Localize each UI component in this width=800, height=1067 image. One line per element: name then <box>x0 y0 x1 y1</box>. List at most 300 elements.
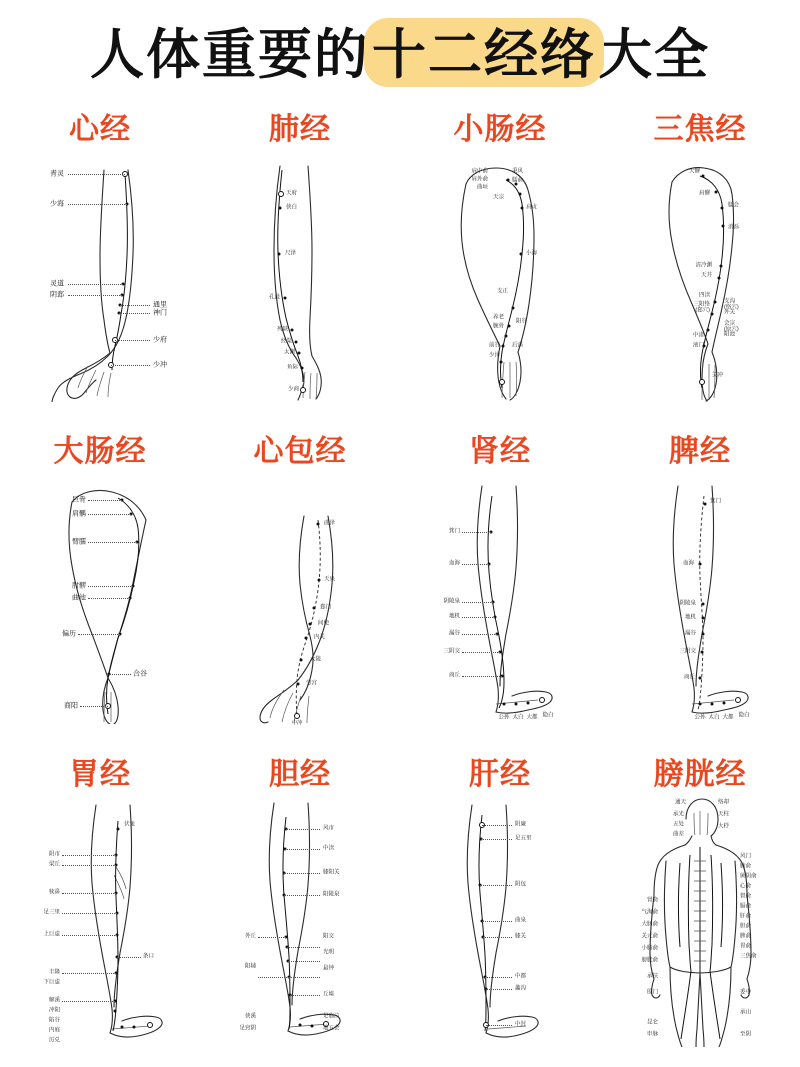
acupoint-dot[interactable] <box>284 297 287 300</box>
leader-line <box>78 634 120 635</box>
acupoint-label: 膀胱俞 <box>641 956 658 963</box>
leader-line <box>482 825 512 826</box>
leader-line <box>481 839 512 840</box>
acupoint-dot[interactable] <box>278 191 284 197</box>
acupoint-label: 太白 <box>512 714 524 721</box>
leader-line <box>462 602 493 603</box>
acupoint-dot[interactable] <box>711 703 714 706</box>
panel-title: 心包经 <box>253 435 347 469</box>
acupoint-dot[interactable] <box>723 702 726 705</box>
acupoint-label: 外丘 <box>244 932 256 939</box>
acupoint-label: 膝阳关 <box>323 868 340 875</box>
acupoint-dot[interactable] <box>294 713 300 719</box>
leader-line <box>290 995 320 996</box>
acupoint-label: 肘髎 <box>72 582 86 590</box>
acupoint-dot[interactable] <box>317 523 320 526</box>
panel-title: 胆经 <box>269 757 331 791</box>
acupoint-label: 承山 <box>740 1008 752 1015</box>
acupoint-dot[interactable] <box>512 307 515 310</box>
acupoint-label: 承扶 <box>646 972 658 979</box>
leader-line <box>284 895 320 896</box>
acupoint-label: 足临泣 <box>323 1012 340 1019</box>
acupoint-label: 阳谷 <box>516 318 528 325</box>
leader-line <box>88 500 122 501</box>
acupoint-dot[interactable] <box>505 335 508 338</box>
acupoint-label: 太渊 <box>283 349 295 356</box>
leader-line <box>117 957 141 958</box>
panel-stomach-meridian <box>0 745 200 1067</box>
acupoint-label: 三阴交 <box>679 648 696 655</box>
acupoint-label: 肩外俞 <box>471 176 488 183</box>
acupoint-dot[interactable] <box>278 253 281 256</box>
panel-title: 膀胱经 <box>653 757 747 791</box>
acupoint-dot[interactable] <box>720 265 723 268</box>
acupoint-label: 神门 <box>153 309 167 317</box>
acupoint-label: 昆仑 <box>646 1018 658 1025</box>
acupoint-label: 阴市 <box>48 850 60 857</box>
acupoint-label: 孔最 <box>268 294 280 301</box>
leader-line <box>68 174 125 175</box>
lung-meridian-figure <box>200 150 400 402</box>
acupoint-dot[interactable] <box>309 623 312 626</box>
acupoint-label: 公孙 <box>694 714 706 721</box>
acupoint-label: 天髎 <box>688 168 700 175</box>
panel-liver-meridian <box>400 745 600 1067</box>
leader-line <box>462 564 489 565</box>
acupoint-label: 三阳络 <box>693 301 710 308</box>
title-highlight: 十二经络 <box>370 12 598 89</box>
acupoint-label: 通天 <box>674 798 686 805</box>
acupoint-dot[interactable] <box>702 633 705 636</box>
acupoint-dot[interactable] <box>702 175 705 178</box>
acupoint-dot[interactable] <box>699 703 702 706</box>
acupoint-label: 太白 <box>708 714 720 721</box>
acupoint-dot[interactable] <box>711 313 714 316</box>
acupoint-label: 风门 <box>740 852 752 859</box>
acupoint-annotation: (原穴) <box>724 326 739 333</box>
acupoint-dot[interactable] <box>117 827 120 830</box>
acupoint-label: 后溪 <box>512 342 524 349</box>
panel-large-intestine-meridian <box>0 422 200 744</box>
acupoint-label: 大杼 <box>718 822 730 829</box>
acupoint-label: 大陵 <box>310 656 322 663</box>
acupoint-label: 梁丘 <box>48 860 60 867</box>
acupoint-dot[interactable] <box>297 683 300 686</box>
acupoint-label: 公孙 <box>498 714 510 721</box>
acupoint-dot[interactable] <box>503 703 506 706</box>
leader-line <box>62 855 116 856</box>
panel-title: 大肠经 <box>53 435 147 469</box>
acupoint-label: 少泽 <box>488 352 500 359</box>
acupoint-label: 巨骨 <box>72 496 86 504</box>
panel-title: 心经 <box>69 113 131 146</box>
acupoint-label: 阴包 <box>515 880 527 887</box>
acupoint-label: 四渎 <box>698 292 710 299</box>
acupoint-label: 天府 <box>286 190 298 197</box>
acupoint-label: 肝俞 <box>740 912 752 919</box>
acupoint-label: 消泺 <box>728 224 740 231</box>
acupoint-label: 阳辅 <box>244 962 256 969</box>
acupoint-label: 侠溪 <box>244 1012 256 1019</box>
acupoint-label: 悬钟 <box>323 964 335 971</box>
acupoint-label: 少冲 <box>153 361 167 369</box>
panel-gallbladder-meridian <box>200 745 400 1067</box>
leader-line <box>109 674 131 675</box>
acupoint-label: 中冲 <box>291 720 303 727</box>
leader-line <box>68 284 123 285</box>
acupoint-label: 委中 <box>740 988 752 995</box>
acupoint-label: 少商 <box>287 386 299 393</box>
acupoint-label: 阴陵泉 <box>679 600 696 607</box>
acupoint-dot[interactable] <box>704 503 707 506</box>
acupoint-label: 阴郄 <box>50 291 64 299</box>
acupoint-label: 间使 <box>318 620 330 627</box>
acupoint-label: 大都 <box>526 714 538 721</box>
acupoint-label: 臑俞 <box>512 177 524 184</box>
meridian-grid <box>0 100 800 1067</box>
acupoint-label: 殷门 <box>646 988 658 995</box>
acupoint-label: 上巨虚 <box>43 930 60 937</box>
acupoint-label: 内庭 <box>48 1026 60 1033</box>
acupoint-dot[interactable] <box>301 367 304 370</box>
acupoint-label: 支沟 <box>724 298 736 305</box>
acupoint-dot[interactable] <box>114 1009 117 1012</box>
acupoint-dot[interactable] <box>707 329 710 332</box>
leader-line <box>483 937 512 938</box>
acupoint-label: 支正 <box>496 288 508 295</box>
acupoint-label: 液门 <box>692 342 704 349</box>
panel-bladder-meridian <box>600 745 800 1067</box>
acupoint-label: 足三里 <box>43 908 60 915</box>
leader-line <box>120 305 150 306</box>
acupoint-label: 督俞 <box>740 892 752 899</box>
panel-title: 脾经 <box>669 435 731 469</box>
leader-line <box>68 295 122 296</box>
acupoint-dot[interactable] <box>519 193 522 196</box>
acupoint-label: 伏兔 <box>124 820 136 827</box>
leader-line <box>258 937 286 938</box>
leader-line <box>462 617 495 618</box>
acupoint-dot[interactable] <box>701 651 704 654</box>
acupoint-label: 关冲 <box>712 372 724 379</box>
acupoint-label: 厥阴俞 <box>740 872 757 879</box>
leader-line <box>285 849 320 850</box>
acupoint-label: 偏历 <box>62 630 76 638</box>
acupoint-label: 会宗 <box>724 320 736 327</box>
acupoint-dot[interactable] <box>699 379 705 385</box>
acupoint-label: 曲差 <box>672 830 684 837</box>
leader-line <box>286 829 320 830</box>
acupoint-dot[interactable] <box>121 1025 124 1028</box>
acupoint-label: 天泉 <box>324 576 336 583</box>
acupoint-label: 血海 <box>448 560 460 567</box>
acupoint-label: 陷谷 <box>48 1016 60 1023</box>
panel-spleen-meridian <box>600 422 800 744</box>
acupoint-label: 养老 <box>492 314 504 321</box>
leader-line <box>258 977 289 978</box>
gallbladder-meridian-figure <box>200 795 400 1047</box>
acupoint-label: 阳池 <box>724 331 736 338</box>
large-intestine-meridian-figure <box>0 472 200 724</box>
acupoint-dot[interactable] <box>318 579 321 582</box>
acupoint-label: 天井 <box>700 272 712 279</box>
triple-burner-meridian-figure <box>600 150 800 402</box>
acupoint-label: 冲阳 <box>48 1006 60 1013</box>
acupoint-label: 肩贞 <box>526 204 538 211</box>
acupoint-dot[interactable] <box>298 352 301 355</box>
acupoint-label: 秉风 <box>512 168 524 175</box>
acupoint-label: 承光 <box>672 810 684 817</box>
acupoint-dot[interactable] <box>715 191 718 194</box>
acupoint-dot[interactable] <box>502 345 505 348</box>
acupoint-label: 合谷 <box>133 670 147 678</box>
acupoint-label: 五处 <box>672 820 684 827</box>
title-part-2: 大全 <box>598 24 710 85</box>
acupoint-label: 风市 <box>323 824 335 831</box>
spleen-meridian-figure <box>600 472 800 724</box>
panel-lung-meridian <box>200 100 400 422</box>
acupoint-dot[interactable] <box>539 697 545 703</box>
leader-line <box>62 1001 115 1002</box>
acupoint-label: 肺俞 <box>740 862 752 869</box>
panel-pericardium-meridian <box>200 422 400 744</box>
acupoint-dot[interactable] <box>311 1024 314 1027</box>
stomach-meridian-figure <box>0 795 200 1047</box>
acupoint-label: 阴陵泉 <box>443 598 460 605</box>
small-intestine-meridian-figure <box>400 150 600 402</box>
acupoint-label: 三阴交 <box>443 648 460 655</box>
acupoint-label: 关元俞 <box>641 932 658 939</box>
acupoint-label: 胃俞 <box>740 942 752 949</box>
leader-line <box>284 873 320 874</box>
acupoint-label: 阳陵泉 <box>323 890 340 897</box>
acupoint-dot[interactable] <box>295 341 298 344</box>
panel-title: 肾经 <box>469 435 531 469</box>
leader-line <box>115 340 150 341</box>
acupoint-dot[interactable] <box>714 301 717 304</box>
leader-line <box>88 514 131 515</box>
acupoint-label: 灵道 <box>50 280 64 288</box>
acupoint-label: 络却 <box>718 798 730 805</box>
panel-title: 肺经 <box>269 113 331 146</box>
acupoint-dot[interactable] <box>521 207 524 210</box>
acupoint-label: 前谷 <box>488 342 500 349</box>
leader-line <box>68 204 127 205</box>
leader-line <box>486 989 512 990</box>
acupoint-label: 光明 <box>323 948 335 955</box>
acupoint-label: 丘墟 <box>323 990 335 997</box>
panel-title: 肝经 <box>469 757 531 791</box>
acupoint-label: 小肠俞 <box>641 944 658 951</box>
acupoint-label: 青灵 <box>50 170 64 178</box>
leader-line <box>482 921 512 922</box>
acupoint-dot[interactable] <box>722 225 725 228</box>
acupoint-dot[interactable] <box>735 697 741 703</box>
acupoint-label: 隐白 <box>738 712 750 719</box>
panel-kidney-meridian <box>400 422 600 744</box>
acupoint-label: 隐白 <box>542 712 554 719</box>
leader-line <box>80 706 108 707</box>
panel-triple-burner-meridian <box>600 100 800 422</box>
leader-line <box>288 961 320 962</box>
acupoint-dot[interactable] <box>527 702 530 705</box>
acupoint-label: 清冷渊 <box>695 262 712 269</box>
acupoint-label: 曲垣 <box>476 184 488 191</box>
acupoint-annotation: (络穴) <box>724 304 739 311</box>
acupoint-label: 下巨虚 <box>43 978 60 985</box>
leader-line <box>119 313 150 314</box>
leader-line <box>62 893 116 894</box>
leader-line <box>485 977 512 978</box>
panel-title: 胃经 <box>69 757 131 791</box>
acupoint-label: 商丘 <box>448 672 460 679</box>
leader-line <box>88 586 133 587</box>
leader-line <box>88 542 137 543</box>
acupoint-label: 曲池 <box>72 594 86 602</box>
page-title <box>0 0 800 100</box>
acupoint-dot[interactable] <box>702 603 705 606</box>
acupoint-dot[interactable] <box>721 207 724 210</box>
acupoint-label: 外关 <box>724 309 736 316</box>
acupoint-dot[interactable] <box>500 361 503 364</box>
acupoint-label: 经渠 <box>280 338 292 345</box>
acupoint-label: 厉兑 <box>48 1036 60 1043</box>
acupoint-label: 膝关 <box>515 932 527 939</box>
acupoint-label: 通里 <box>153 301 167 309</box>
acupoint-dot[interactable] <box>305 637 308 640</box>
acupoint-dot[interactable] <box>515 703 518 706</box>
acupoint-label: 商丘 <box>683 674 695 681</box>
acupoint-label: 阳交 <box>323 932 335 939</box>
acupoint-label: 阴廉 <box>515 820 527 827</box>
leader-line <box>462 532 491 533</box>
acupoint-label: 臑会 <box>728 202 740 209</box>
acupoint-dot[interactable] <box>299 1023 302 1026</box>
acupoint-label: 条口 <box>143 952 155 959</box>
bladder-meridian-figure <box>600 795 800 1047</box>
acupoint-label: 漏谷 <box>448 630 460 637</box>
acupoint-label: 中渚 <box>692 332 704 339</box>
acupoint-label: 郄门 <box>320 604 332 611</box>
acupoint-label: 商阳 <box>64 702 78 710</box>
acupoint-dot[interactable] <box>699 677 702 680</box>
leader-line <box>462 634 497 635</box>
acupoint-dot[interactable] <box>147 1022 153 1028</box>
leader-line <box>62 913 117 914</box>
acupoint-dot[interactable] <box>291 329 294 332</box>
title-part-1: 人体重要的 <box>90 24 370 85</box>
acupoint-label: 劳宫 <box>306 680 318 687</box>
acupoint-label: 地机 <box>684 614 696 621</box>
acupoint-dot[interactable] <box>499 379 505 385</box>
acupoint-dot[interactable] <box>133 1025 136 1028</box>
acupoint-label: 膈俞 <box>740 902 752 909</box>
acupoint-label: 箕门 <box>710 498 722 505</box>
acupoint-label: 天柱 <box>718 810 730 817</box>
acupoint-label: 气海俞 <box>641 908 658 915</box>
acupoint-label: 肩髃 <box>72 510 86 518</box>
acupoint-label: 心俞 <box>740 882 752 889</box>
acupoint-dot[interactable] <box>507 179 510 182</box>
kidney-meridian-figure <box>400 472 600 724</box>
panel-heart-meridian <box>0 100 200 422</box>
acupoint-label: 漏谷 <box>684 630 696 637</box>
acupoint-label: 地机 <box>448 613 460 620</box>
acupoint-label: 曲泽 <box>324 520 336 527</box>
acupoint-annotation: (郄穴) <box>695 307 710 314</box>
acupoint-dot[interactable] <box>508 325 511 328</box>
leader-line <box>111 365 150 366</box>
acupoint-label: 地五会 <box>323 1024 340 1031</box>
acupoint-dot[interactable] <box>300 659 303 662</box>
liver-meridian-figure <box>400 795 600 1047</box>
acupoint-label: 侠白 <box>286 204 298 211</box>
acupoint-dot[interactable] <box>313 607 316 610</box>
acupoint-label: 血海 <box>682 560 694 567</box>
acupoint-label: 大都 <box>722 714 734 721</box>
acupoint-label: 解溪 <box>48 996 60 1003</box>
heart-meridian-figure <box>0 150 200 402</box>
leader-line <box>289 977 320 978</box>
acupoint-label: 臂臑 <box>72 538 86 546</box>
panel-small-intestine-meridian <box>400 100 600 422</box>
acupoint-label: 列缺 <box>276 326 288 333</box>
panel-title: 小肠经 <box>453 113 547 146</box>
leader-line <box>462 652 500 653</box>
acupoint-label: 申脉 <box>646 1030 658 1037</box>
leader-line <box>62 865 116 866</box>
acupoint-label: 至阴 <box>740 1030 752 1037</box>
panel-title: 三焦经 <box>653 113 747 146</box>
acupoint-label: 曲泉 <box>515 916 527 923</box>
acupoint-label: 丰隆 <box>48 968 60 975</box>
acupoint-label: 大肠俞 <box>641 920 658 927</box>
leader-line <box>62 973 116 974</box>
acupoint-label: 蠡沟 <box>515 984 527 991</box>
acupoint-label: 尺泽 <box>285 250 297 257</box>
acupoint-label: 胆俞 <box>740 922 752 929</box>
acupoint-label: 天宗 <box>492 194 504 201</box>
acupoint-label: 足五里 <box>515 834 532 841</box>
acupoint-label: 小海 <box>526 250 538 257</box>
acupoint-label: 鱼际 <box>286 364 298 371</box>
acupoint-label: 脾俞 <box>740 932 752 939</box>
acupoint-label: 肩中俞 <box>471 168 488 175</box>
acupoint-label: 三焦俞 <box>740 952 757 959</box>
acupoint-label: 少府 <box>153 336 167 344</box>
acupoint-label: 腕骨 <box>492 323 504 330</box>
acupoint-label: 中都 <box>515 972 527 979</box>
acupoint-label: 肾俞 <box>646 896 658 903</box>
acupoint-label: 中封 <box>515 1020 527 1027</box>
acupoint-label: 内关 <box>314 634 326 641</box>
acupoint-label: 肩髎 <box>698 190 710 197</box>
acupoint-dot[interactable] <box>300 387 306 393</box>
acupoint-dot[interactable] <box>520 253 523 256</box>
leader-line <box>480 885 512 886</box>
acupoint-dot[interactable] <box>702 617 705 620</box>
acupoint-label: 犊鼻 <box>48 888 60 895</box>
leader-line <box>88 598 130 599</box>
pericardium-meridian-figure <box>200 472 400 727</box>
leader-line <box>62 935 117 936</box>
acupoint-dot[interactable] <box>279 207 282 210</box>
leader-line <box>287 947 320 948</box>
acupoint-label: 少海 <box>50 200 64 208</box>
acupoint-dot[interactable] <box>718 277 721 280</box>
leader-line <box>486 1025 512 1026</box>
acupoint-dot[interactable] <box>699 563 702 566</box>
